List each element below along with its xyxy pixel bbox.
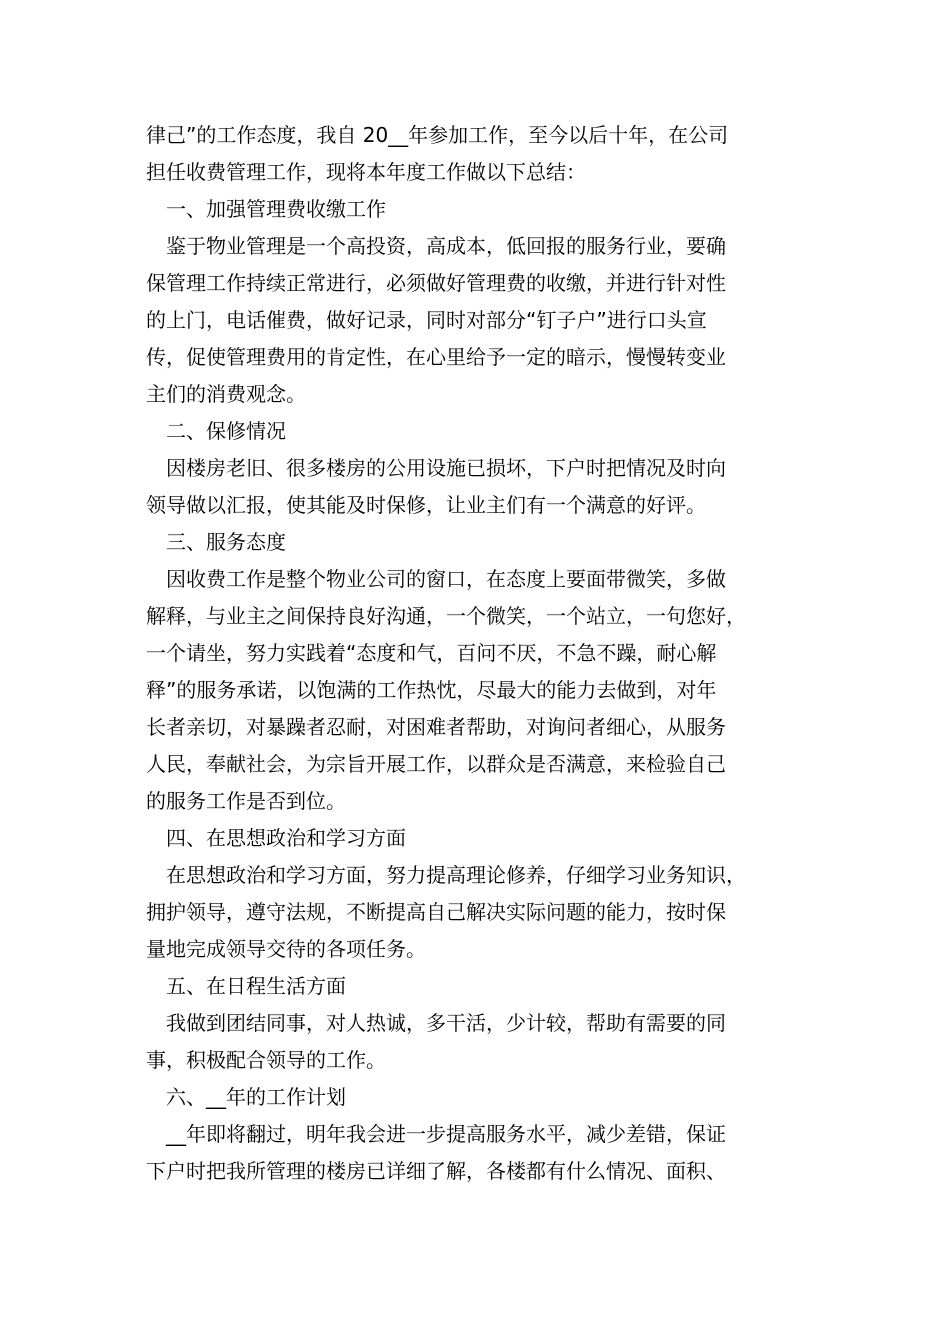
text-line: 人民，奉献社会，为宗旨开展工作，以群众是否满意，来检验自己 xyxy=(146,752,726,776)
section-heading: 三、服务态度 xyxy=(166,530,286,554)
text-line: 主们的消费观念。 xyxy=(146,382,306,406)
section-heading: 六、__年的工作计划 xyxy=(166,1085,346,1109)
text-line: 量地完成领导交待的各项任务。 xyxy=(146,937,426,961)
text-line: 领导做以汇报，使其能及时保修，让业主们有一个满意的好评。 xyxy=(146,493,706,517)
paragraph-first-line: 鉴于物业管理是一个高投资，高成本，低回报的服务行业，要确 xyxy=(166,234,726,258)
text-line: 保管理工作持续正常进行，必须做好管理费的收缴，并进行针对性 xyxy=(146,271,726,295)
text-line: 事，积极配合领导的工作。 xyxy=(146,1048,386,1072)
text-line: 传，促使管理费用的肯定性，在心里给予一定的暗示，慢慢转变业 xyxy=(146,345,726,369)
section-heading: 一、加强管理费收缴工作 xyxy=(166,197,386,221)
section-heading: 二、保修情况 xyxy=(166,419,286,443)
text-line: 下户时把我所管理的楼房已详细了解，各楼都有什么情况、面积、 xyxy=(146,1159,726,1183)
paragraph-first-line: 因收费工作是整个物业公司的窗口，在态度上要面带微笑，多做 xyxy=(166,567,726,591)
section-heading: 四、在思想政治和学习方面 xyxy=(166,826,406,850)
text-line: 拥护领导，遵守法规，不断提高自己解决实际问题的能力，按时保 xyxy=(146,900,726,924)
paragraph-first-line: __年即将翻过，明年我会进一步提高服务水平，减少差错，保证 xyxy=(166,1122,726,1146)
text-line: 律己”的工作态度，我自 20__年参加工作，至今以后十年，在公司 xyxy=(146,123,729,147)
document-body xyxy=(146,117,816,1190)
paragraph-first-line: 在思想政治和学习方面，努力提高理论修养，仔细学习业务知识， xyxy=(166,863,746,887)
text-line: 释”的服务承诺，以饱满的工作热忱，尽最大的能力去做到，对年 xyxy=(146,678,717,702)
text-line: 的服务工作是否到位。 xyxy=(146,789,346,813)
text-line: 的上门，电话催费，做好记录，同时对部分“钉子户”进行口头宣 xyxy=(146,308,707,332)
text-line: 担任收费管理工作，现将本年度工作做以下总结： xyxy=(146,160,586,184)
text-line: 长者亲切，对暴躁者忍耐，对困难者帮助，对询问者细心，从服务 xyxy=(146,715,726,739)
paragraph-first-line: 我做到团结同事，对人热诚，多干活，少计较，帮助有需要的同 xyxy=(166,1011,726,1035)
paragraph-first-line: 因楼房老旧、很多楼房的公用设施已损坏，下户时把情况及时向 xyxy=(166,456,726,480)
text-line: 解释，与业主之间保持良好沟通，一个微笑，一个站立，一句您好， xyxy=(146,604,746,628)
text-line: 一个请坐，努力实践着“态度和气，百问不厌，不急不躁，耐心解 xyxy=(146,641,717,665)
section-heading: 五、在日程生活方面 xyxy=(166,974,346,998)
